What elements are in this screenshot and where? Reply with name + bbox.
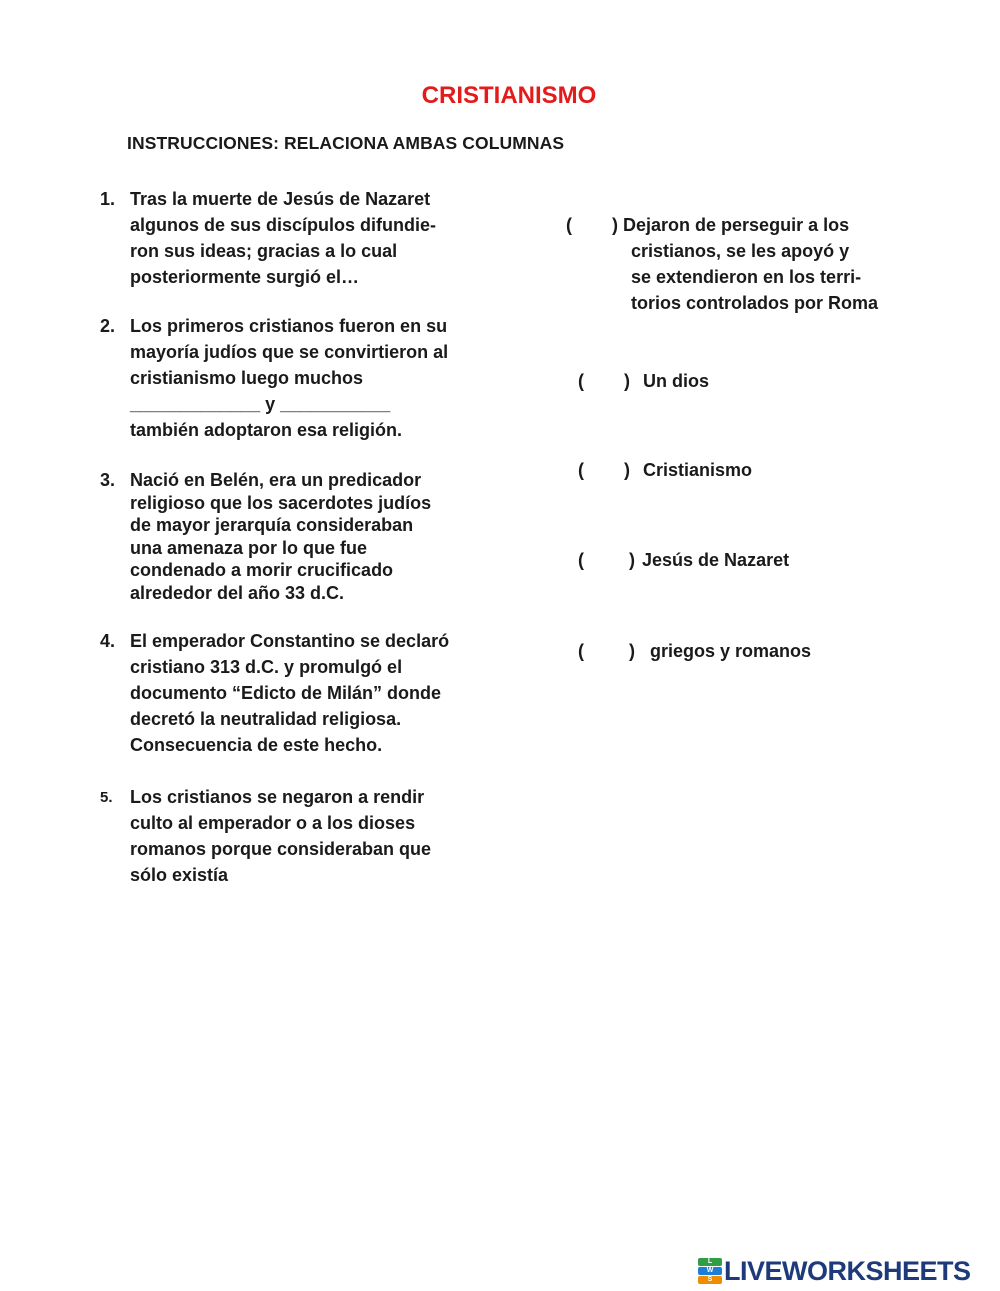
answer-option-2	[578, 368, 709, 394]
question-line: algunos de sus discípulos difundie-	[130, 215, 437, 235]
answer-text: Cristianismo	[643, 460, 753, 480]
question-number: 3.	[100, 470, 116, 490]
answer-text-line: cristianos, se les apoyó y	[631, 241, 850, 261]
liveworksheets-brand[interactable]	[698, 1256, 971, 1286]
question-line: una amenaza por lo que fue	[130, 537, 368, 558]
logo-block: W	[698, 1267, 722, 1275]
question-line: mayoría judíos que se convirtieron al	[130, 342, 449, 362]
logo-block: L	[698, 1258, 722, 1266]
answer-text: Jesús de Nazaret	[642, 550, 790, 570]
answer-option-3	[578, 457, 752, 483]
answer-text-line: se extendieron en los terri-	[631, 267, 862, 287]
question-line: también adoptaron esa religión.	[130, 420, 403, 440]
question-number: 5.	[100, 789, 113, 806]
question-line: documento “Edicto de Milán” donde	[130, 683, 442, 703]
answer-input-4[interactable]: ( )	[578, 550, 635, 570]
question-line: Nació en Belén, era un predicador	[130, 470, 422, 490]
question-line: alrededor del año 33 d.C.	[130, 582, 345, 603]
page-title: CRISTIANISMO	[421, 82, 597, 109]
question-blank-line: _____________ y ___________	[130, 394, 391, 414]
question-line: cristiano 313 d.C. y promulgó el	[130, 657, 403, 677]
question-line: Tras la muerte de Jesús de Nazaret	[130, 189, 431, 209]
answer-option-4	[578, 547, 789, 573]
question-line: Consecuencia de este hecho.	[130, 735, 383, 755]
question-line: El emperador Constantino se declaró	[130, 631, 450, 651]
question-line: culto al emperador o a los dioses	[130, 813, 416, 833]
question-line: condenado a morir crucificado	[130, 560, 394, 581]
question-2	[100, 313, 448, 443]
answer-input-2[interactable]: ( )	[578, 371, 630, 391]
question-line: Los primeros cristianos fueron en su	[130, 316, 448, 336]
answer-input-3[interactable]: ( )	[578, 460, 630, 480]
instructions-heading: INSTRUCCIONES: RELACIONA AMBAS COLUMNAS	[127, 133, 565, 153]
answer-option-1	[566, 212, 878, 316]
liveworksheets-logo-icon	[698, 1258, 722, 1284]
question-line: posteriormente surgió el…	[130, 267, 360, 287]
brand-text: LIVEWORKSHEETS	[724, 1255, 971, 1286]
question-line: ron sus ideas; gracias a lo cual	[130, 241, 398, 261]
question-line: romanos porque consideraban que	[130, 839, 432, 859]
answer-input-5[interactable]: ( )	[578, 641, 635, 661]
answer-option-5	[578, 638, 811, 664]
question-number: 4.	[100, 631, 116, 651]
question-3	[100, 469, 431, 605]
question-line: de mayor jerarquía consideraban	[130, 515, 414, 536]
question-number: 2.	[100, 316, 116, 336]
question-line: cristianismo luego muchos	[130, 368, 364, 388]
answer-text: griegos y romanos	[650, 641, 812, 661]
question-line: religioso que los sacerdotes judíos	[130, 492, 432, 513]
question-line: sólo existía	[130, 865, 229, 885]
question-4	[100, 628, 449, 758]
answer-text: Dejaron de perseguir a los	[623, 215, 850, 235]
question-1	[100, 186, 436, 290]
answer-text: Un dios	[643, 371, 710, 391]
answer-text-line: torios controlados por Roma	[631, 293, 879, 313]
logo-block: S	[698, 1276, 722, 1284]
answer-input-1[interactable]: ( )	[566, 215, 618, 235]
question-line: decretó la neutralidad religiosa.	[130, 709, 402, 729]
question-5	[100, 784, 431, 888]
question-number: 1.	[100, 189, 116, 209]
question-line: Los cristianos se negaron a rendir	[130, 787, 425, 807]
